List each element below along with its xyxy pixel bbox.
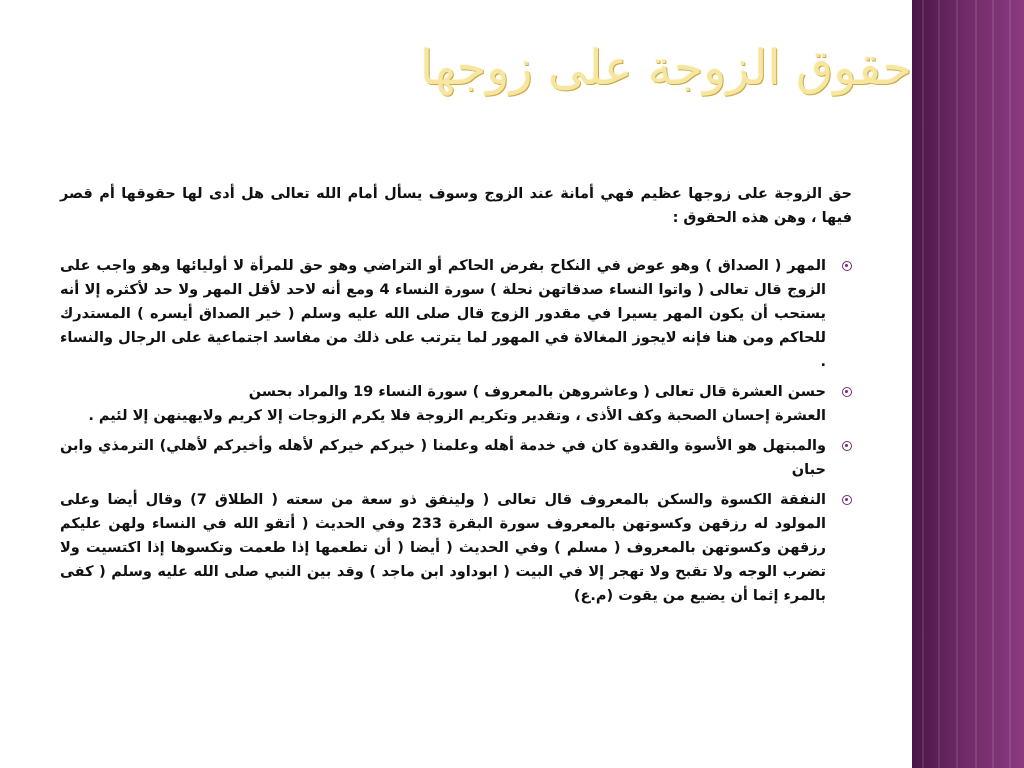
bullet-list xyxy=(60,254,852,608)
circle-dot-bullet-icon xyxy=(842,441,852,451)
circle-dot-bullet-icon xyxy=(842,495,852,505)
bullet-text: والمبتهل هو الأسوة والقدوة كان في خدمة أهله وعلمنا ( خيركم خيركم لأهله وأخيركم لأهلي) الترمذي وابن حبان xyxy=(60,438,826,478)
bullet-text: حسن العشرة قال تعالى ( وعاشروهن بالمعروف ) سورة النساء 19 والمراد بحسن xyxy=(248,384,826,400)
bullet-item-dowry xyxy=(60,254,852,374)
bullet-continuation-text: العشرة إحسان الصحبة وكف الأذى ، وتقدير وتكريم الزوجة فلا يكرم الزوجات إلا كريم ولايهينهن إلا لئيم . xyxy=(88,408,826,424)
slide-content xyxy=(60,182,852,614)
intro-paragraph: حق الزوجة على زوجها عظيم فهي أمانة عند الزوج وسوف يسأل أمام الله تعالى هل أدى لها حقوقها أم قصر فيها ، وهن هذه الحقوق : xyxy=(60,186,852,226)
bullet-item-good-companionship xyxy=(60,380,852,428)
slide-title: حقوق الزوجة على زوجها xyxy=(419,40,912,96)
bullet-text: المهر ( الصداق ) وهو عوض في النكاح بفرض الحاكم أو التراضي وهو حق للمرأة لا أوليائها وهو واجب على الزوج قال تعالى ( واتوا النساء صدقاتهن نحلة ) سورة النساء 4 ومع أنه لاحد لأقل المهر ولا حد لأكثره إلا أنه يستحب أن يكون المهر يسيرا في مقدور الزوج قال صلى الله عليه وسلم ( خير الصداق أيسره ) المستدرك للحاكم ومن هنا فإنه لايجوز المغالاة في المهور لما يترتب على ذلك من مفاسد اجتماعية على الرجال والنساء . xyxy=(60,258,826,370)
bullet-text: النفقة الكسوة والسكن بالمعروف قال تعالى ( ولينفق ذو سعة من سعته ( الطلاق 7) وقال أيضا وعلى المولود له رزقهن وكسوتهن بالمعروف سورة البقرة 233 وفي الحديث ( أتقو الله في النساء ولهن عليكم رزقهن وكسوتهن بالمعروف ( مسلم ) وفي الحديث ( أيضا ( أن تطعمها إذا طعمت وتكسوها إذا اكتسيت ولا تضرب الوجه ولا تقبح ولا تهجر إلا في البيت ( ابوداود ابن ماجد ) وقد بين النبي صلى الله عليه وسلم ( كفى بالمرء إثما أن يضيع من يقوت (م.ع) xyxy=(60,492,826,604)
bullet-item-maintenance xyxy=(60,488,852,608)
circle-dot-bullet-icon xyxy=(842,261,852,271)
circle-dot-bullet-icon xyxy=(842,387,852,397)
bullet-item-role-model xyxy=(60,434,852,482)
decorative-side-band xyxy=(912,0,1024,768)
